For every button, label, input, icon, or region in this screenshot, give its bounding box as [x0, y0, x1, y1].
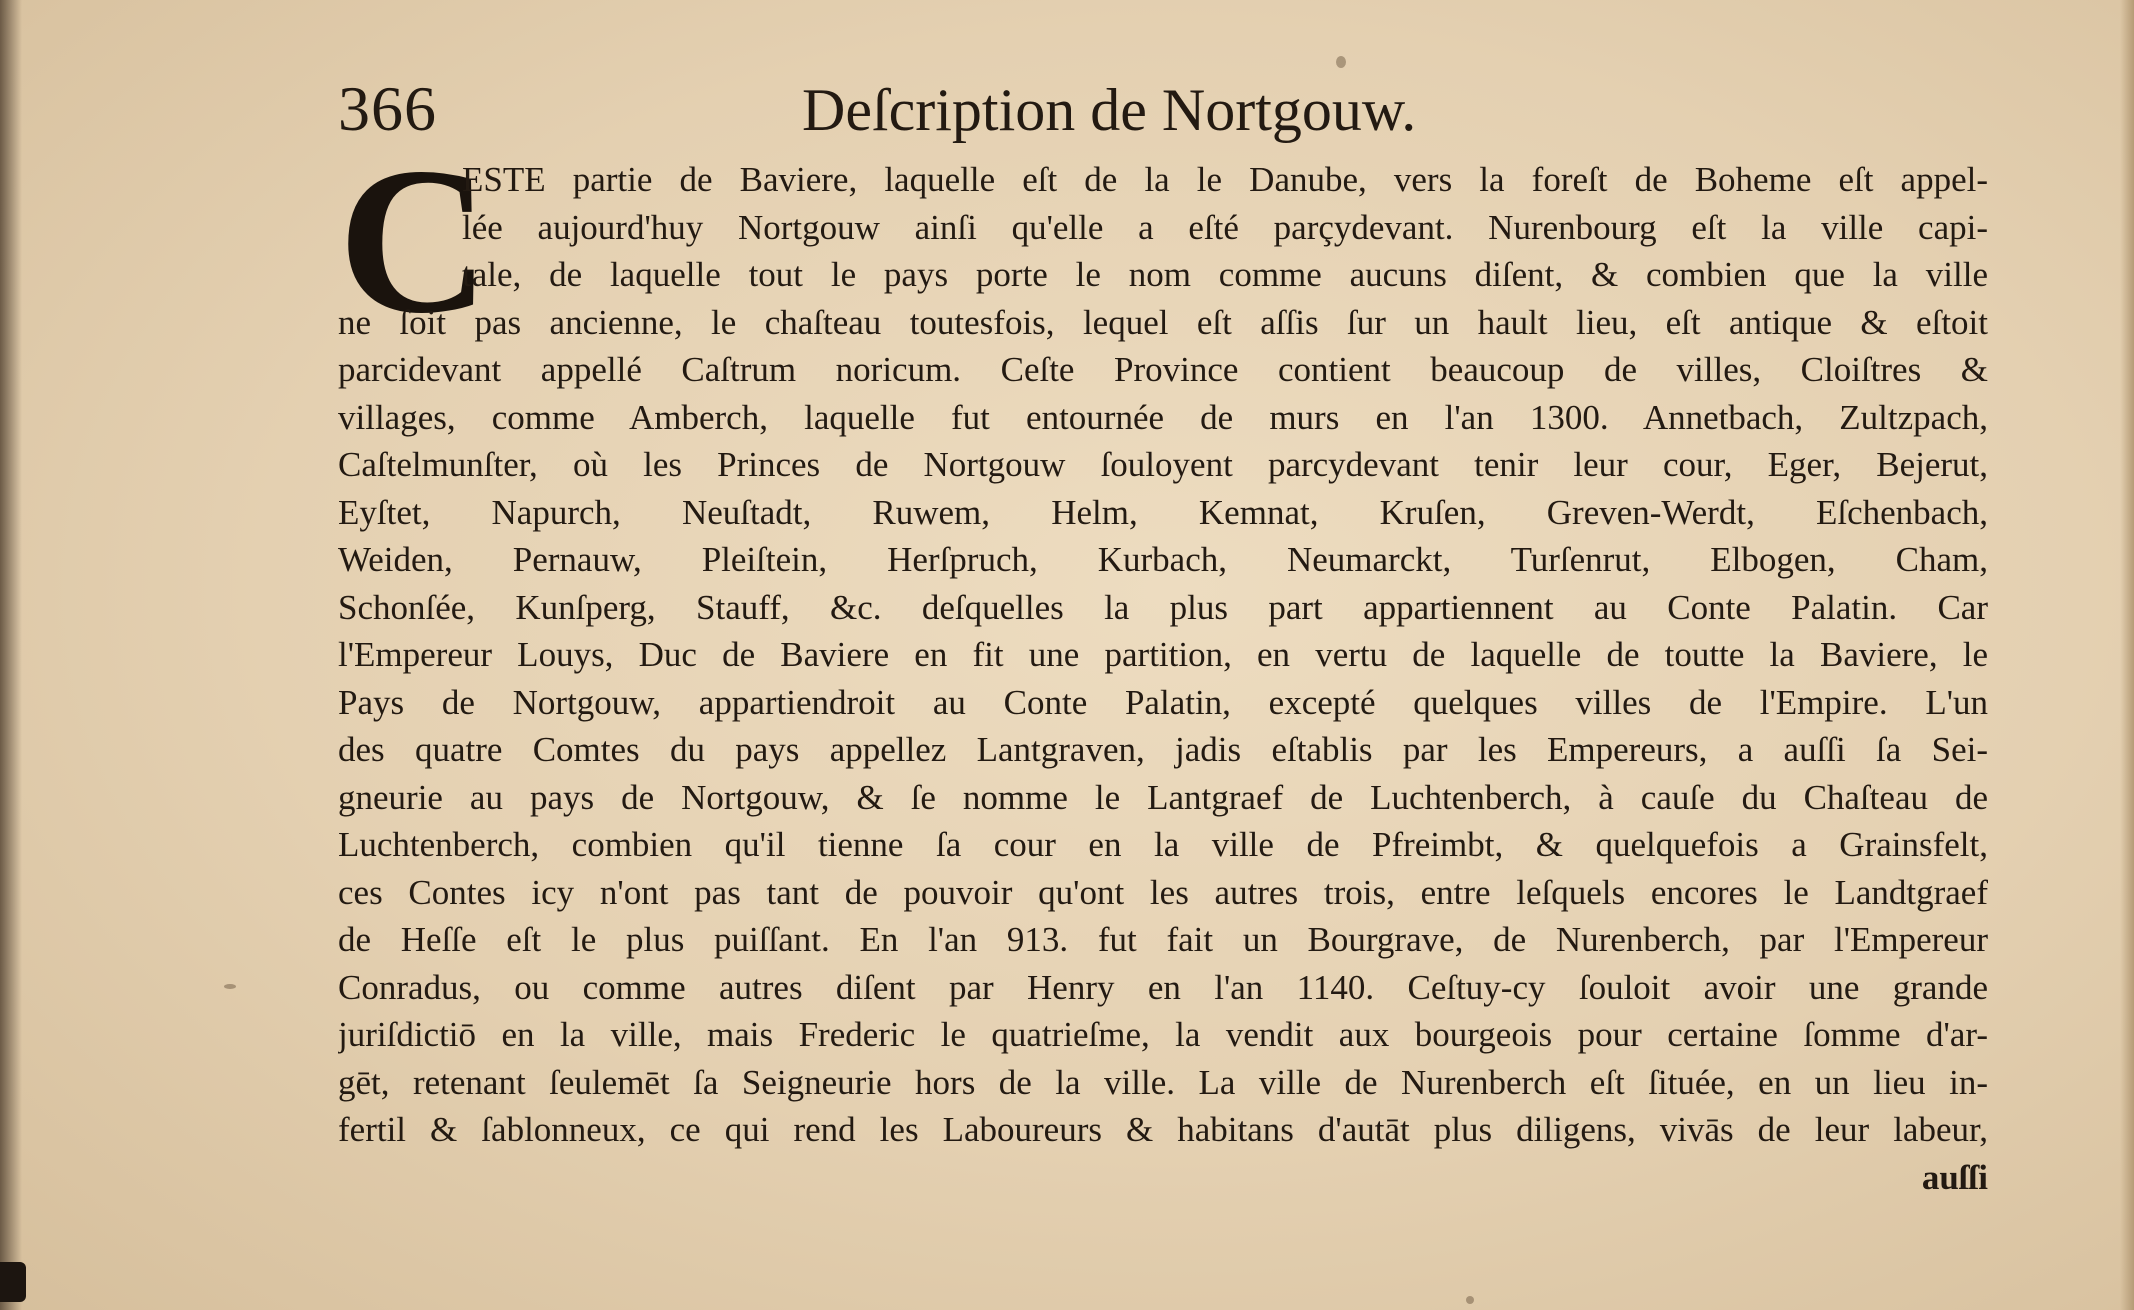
text-line: parcidevant appellé Caſtrum noricum. Ceſte Province contient beaucoup de villes, Cloiſtres &	[338, 350, 1988, 389]
binding-gutter	[0, 0, 22, 1310]
text-line: des quatre Comtes du pays appellez Lantgraven, jadis eſtablis par les Empereurs, a auſſi ſa Sei-	[338, 730, 1988, 769]
text-line: tale, de laquelle tout le pays porte le nom comme aucuns diſent, & combien que la ville	[462, 255, 1988, 294]
text-line: Weiden, Pernauw, Pleiſtein, Herſpruch, Kurbach, Neumarckt, Turſenrut, Elbogen, Cham,	[338, 540, 1988, 579]
text-line: l'Empereur Louys, Duc de Baviere en fit une partition, en vertu de laquelle de toutte la Baviere, le	[338, 635, 1988, 674]
page-edge	[2120, 0, 2134, 1310]
drop-cap-initial: C	[338, 125, 490, 357]
binding-mark	[0, 1262, 26, 1302]
text-line: ces Contes icy n'ont pas tant de pouvoir qu'ont les autres trois, entre leſquels encores le Landtgraef	[338, 872, 1988, 912]
text-line: fertil & ſablonneux, ce qui rend les Laboureurs & habitans d'autāt plus diligens, vivās de leur labeur,	[338, 1110, 1988, 1149]
running-title: Deſcription de Nortgouw.	[802, 77, 1417, 143]
text-line: juriſdictiō en la ville, mais Frederic le quatrieſme, la vendit aux bourgeois pour certaine ſomme d'ar-	[338, 1015, 1988, 1054]
text-line: Pays de Nortgouw, appartiendroit au Conte Palatin, excepté quelques villes de l'Empire. L'un	[338, 682, 1988, 722]
text-line: Schonſée, Kunſperg, Stauff, &c. deſquelles la plus part appartiennent au Conte Palatin. Car	[338, 587, 1988, 627]
body-text	[338, 156, 1988, 1201]
page-header	[330, 68, 1980, 158]
text-line: Conradus, ou comme autres diſent par Henry en l'an 1140. Ceſtuy-cy ſouloit avoir une grande	[338, 967, 1988, 1007]
catchword: auſſi	[1921, 1157, 1988, 1197]
text-line: Eyſtet, Napurch, Neuſtadt, Ruwem, Helm, Kemnat, Kruſen, Greven-Werdt, Eſchenbach,	[338, 492, 1988, 532]
text-line: villages, comme Amberch, laquelle fut entournée de murs en l'an 1300. Annetbach, Zultzpach,	[338, 397, 1988, 437]
text-line: gneurie au pays de Nortgouw, & ſe nomme le Lantgraef de Luchtenberch, à cauſe du Chaſteau de	[338, 777, 1988, 817]
ink-spot	[1466, 1296, 1474, 1304]
text-line: ne ſoit pas ancienne, le chaſteau toutesfois, lequel eſt aſſis ſur un hault lieu, eſt antique & eſtoit	[338, 302, 1988, 342]
ink-spot	[224, 984, 236, 989]
text-line: ESTE partie de Baviere, laquelle eſt de la le Danube, vers la foreſt de Boheme eſt appel-	[462, 160, 1988, 199]
text-line: gēt, retenant ſeulemēt ſa Seigneurie hors de la ville. La ville de Nurenberch eſt ſituée, en un lieu in-	[338, 1062, 1988, 1102]
ink-spot	[1336, 56, 1346, 68]
text-line: Caſtelmunſter, où les Princes de Nortgouw ſouloyent parcydevant tenir leur cour, Eger, Bejerut,	[338, 445, 1988, 484]
text-line: de Heſſe eſt le plus puiſſant. En l'an 913. fut fait un Bourgrave, de Nurenberch, par l'Empereur	[338, 920, 1988, 959]
page-number: 366	[338, 73, 437, 144]
text-line: lée aujourd'huy Nortgouw ainſi qu'elle a eſté parçydevant. Nurenbourg eſt la ville capi-	[462, 207, 1988, 247]
text-line: Luchtenberch, combien qu'il tienne ſa cour en la ville de Pfreimbt, & quelquefois a Grainsfelt,	[338, 825, 1988, 864]
